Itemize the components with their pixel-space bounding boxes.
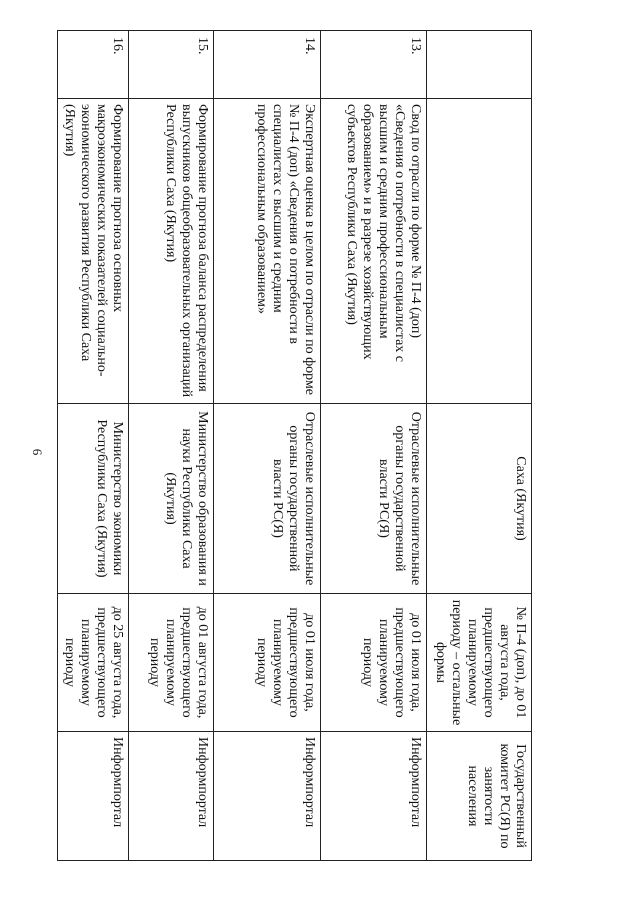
row-executor: Саха (Якутия) — [427, 404, 532, 594]
row-name: Свод по отрасли по форме № П-4 (доп) «Сведения о потребности в специалистах с высшим и средним профессиональным образованием» и в разрезе хозяйствующих субъектов Республики Саха (Якутия) — [321, 99, 427, 404]
row-deadline: до 01 июля года, предшествующего планируемому периоду — [214, 594, 321, 732]
row-source: Информпортал — [129, 732, 214, 861]
row-name — [427, 99, 532, 404]
row-number: 14. — [214, 31, 321, 99]
table-row — [129, 31, 214, 861]
page-number: 6 — [30, 448, 45, 456]
row-source: Информпортал — [321, 732, 427, 861]
table-row — [214, 31, 321, 861]
plan-table — [57, 30, 532, 861]
row-name: Экспертная оценка в целом по отрасли по форме № П-4 (доп) «Сведения о потребности в специалистах с высшим и средним профессиональным образованием» — [214, 99, 321, 404]
row-number: 13. — [321, 31, 427, 99]
row-deadline: № П-4 (доп), до 01 августа года, предшествующего планируемому периоду – остальные формы — [427, 594, 532, 732]
row-deadline: до 01 июля года, предшествующего планируемому периоду — [321, 594, 427, 732]
table-row — [321, 31, 427, 861]
row-executor: Отраслевые исполнительные органы государственной власти РС(Я) — [321, 404, 427, 594]
table-row — [427, 31, 532, 861]
row-name: Формирование прогноза баланса распределения выпускников общеобразовательных организаций Республики Саха (Якутия) — [129, 99, 214, 404]
row-source: Информпортал — [57, 732, 128, 861]
rotated-table-container — [61, 30, 532, 860]
row-executor: Отраслевые исполнительные органы государственной власти РС(Я) — [214, 404, 321, 594]
row-deadline: до 01 августа года, предшествующего планируемому периоду — [129, 594, 214, 732]
row-source: Информпортал — [214, 732, 321, 861]
row-executor: Министерство экономики Республики Саха (Якутия) — [57, 404, 128, 594]
row-source: Государственный комитет РС(Я) по занятости населения — [427, 732, 532, 861]
row-number — [427, 31, 532, 99]
table-row — [57, 31, 128, 861]
row-deadline: до 25 августа года, предшествующего планируемому периоду — [57, 594, 128, 732]
row-executor: Министерство образования и науки Республики Саха (Якутия) — [129, 404, 214, 594]
row-number: 15. — [129, 31, 214, 99]
row-name: Формирование прогноза основных макроэкономических показателей социально-экономического развития Республики Саха (Якутия) — [57, 99, 128, 404]
row-number: 16. — [57, 31, 128, 99]
